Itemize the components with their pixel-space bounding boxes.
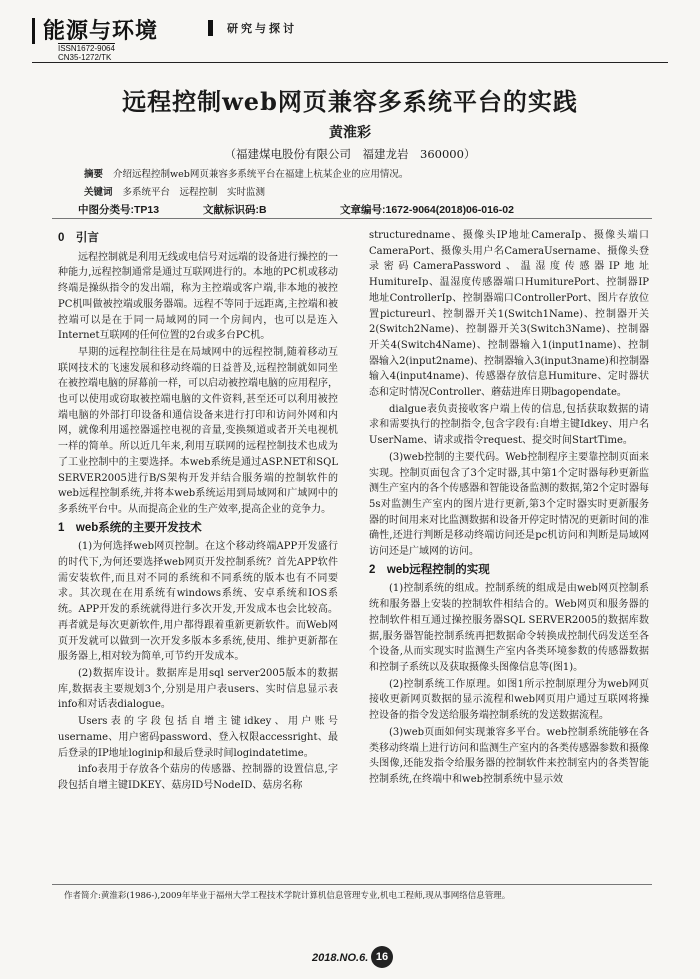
- issn-text: ISSN1672-9064: [58, 44, 115, 53]
- keywords-line: [84, 184, 644, 202]
- paragraph: Users表的字段包括自增主键idkey、用户账号username、用户密码password、登入权限accessright、最后登录的IP地址loginip和最后登录时间logindatetime。: [58, 716, 338, 759]
- right-column: [369, 228, 649, 789]
- paragraph: (3)web页面如何实现兼容多平台。web控制系统能够在各类移动终端上进行访问和监测生产室内的各类传感器参数和摄像头图像,还能发指令给服务器的控制软件来控制室内的各类智能控制系统,在终端中和web控制系统中显示效: [369, 726, 649, 785]
- paragraph: info表用于存放各个菇房的传感器、控制器的设置信息,字段包括自增主键IDKEY、菇房ID号NodeID、菇房名称: [58, 764, 338, 791]
- section-label: 研究与探讨: [208, 20, 297, 36]
- keywords-label: 关键词: [84, 187, 113, 198]
- journal-issn: [58, 44, 115, 62]
- paragraph: (1)为何选择web网页控制。在这个移动终端APP开发盛行的时代下,为何还要选择web网页开发控制系统？首先APP软件需安装软件,而且对不同的系统和不同系统的版本也有不同要求。其次现在在用系统有windows系统、安卓系统和IOS系统。APP开发的系统就得进行多次开发,开发成本也会比较高。再者就是每次更新软件,用户都得跟着重新更新软件。而Web网页开发就可以做到一次开发多版本多系统,使用、维护更新都在服务器上,相对较为简单,可节约开发成本。: [58, 541, 338, 663]
- left-column: [58, 228, 338, 795]
- paragraph: (3)web控制的主要代码。Web控制程序主要靠控制页面来实现。控制页面包含了3个定时器,其中第1个定时器每秒更新监测生产室内的各个传感器和智能设备监测的数据,第2个定时器每5s对监测生产室内的图片进行更新,第3个定时器实时更新服务器的时间用来对比监测数据和设备开停定时情况的更新时间的准确性,还进行判断是移动终端访问还是pc机访问和判断是局域网访问还是广域网的访问。: [369, 451, 649, 558]
- article-title: 远程控制web网页兼容多系统平台的实践: [122, 87, 578, 116]
- footnote-rule: [52, 884, 652, 885]
- abstract-block: [84, 166, 644, 202]
- section-heading-intro: 0 引言: [58, 232, 99, 244]
- paragraph: dialgue表负责接收客户端上传的信息,包括获取数据的请求和需要执行的控制指令,包含字段有:自增主键Idkey、用户名UserName、请求或指令request、提交时间StartTime。: [369, 403, 649, 447]
- document-code: 文献标识码:B: [203, 204, 267, 216]
- issue-label: 2018.NO.6.: [312, 952, 369, 964]
- abstract-line: [84, 166, 644, 184]
- page-number: 16: [371, 946, 393, 968]
- classification-number: 中图分类号:TP13: [78, 204, 160, 216]
- section-heading-implementation: 2 web远程控制的实现: [369, 563, 490, 576]
- journal-header: [32, 14, 672, 66]
- journal-logo: 能源与环境: [32, 14, 158, 45]
- keywords-text: 多系统平台 远程控制 实时监测: [122, 187, 266, 198]
- paragraph: 早期的远程控制往往是在局域网中的远程控制,随着移动互联网技术的飞速发展和移动终端的日益普及,远程控制就如同坐在被控端电脑的屏幕前一样，可以启动被控端电脑的应用程序，也可以使用或窃取被控端电脑的文件资料,甚至还可以利用被控端电脑的外部打印设备和通信设备来进行打印和访问外网和内网，就像利用遥控器遥控电视的音量,变换频道或者开关电视机一样的简单。所以近几年来,利用互联网的远程控制技术也成为了工业控制中的主要选择。本web系统是通过ASP.NET和SQL SERVER2005进行B/S架构开发并结合服务端的控制软件的web远程控制系统,并将本web系统运用到局域网和广域网中的多系统平台中。从而提高企业的生产效率,提高企业的竞争力。: [58, 346, 338, 515]
- header-rule: [32, 62, 668, 63]
- paragraph: structurednamе、摄像头IP地址CameraIp、摄像头端口CameraPort、摄像头用户名CameraUsername、摄像头登录密码CameraPassword、温湿度传感器IP地址HumitureIp、温湿度传感器端口HumiturePort、控制器IP地址ControllerIp、控制器端口ControllerPort、图片存放位置pictureurl、控制器开关1(Switch1Name)、控制器开关2(Switch2Name)、控制器开关3(Switch3Name)、控制器开关4(Switch4Name)、控制器输入1(input1name)、控制器输入2(input2name)、控制器输入3(input3name)和控制器输入4(input4name)、传感器存放信息Humiture、定时器状态和定时情况Controller、蘑菇进库日期bagopendate。: [369, 230, 649, 399]
- paragraph: (2)控制系统工作原理。如图1所示控制原理分为web网页接收更新网页数据的显示流程和web网页用户通过互联网将操控设备的指令发送给服务端控制系统的发送数据流程。: [369, 678, 649, 722]
- abstract-text: 介绍远程控制web网页兼容多系统平台在福建上杭某企业的应用情况。: [113, 169, 409, 180]
- meta-rule: [52, 218, 652, 219]
- article-number: 文章编号:1672-9064(2018)06-016-02: [340, 204, 514, 216]
- abstract-label: 摘要: [84, 169, 104, 180]
- paragraph: 远程控制就是利用无线或电信号对远端的设备进行操控的一种能力,远程控制通常是通过互联网进行的。本地的PC机或移动终端是操纵指令的发出端，称为主控端或客户端,非本地的被控PC机叫做被控端或服务器端。远程不等同于远距离,主控端和被控端可以是在于同一局域网的同一个房间内，也可以是连入Internet互联网的任何位置的2台或多台PC机。: [58, 251, 338, 342]
- article-author: 黄淮彩: [329, 125, 371, 141]
- paragraph: (2)数据库设计。数据库是用sql server2005版本的数据库,数据表主要规划3个,分别是用户表users、实时信息显示表info和对话表dialogue。: [58, 667, 338, 711]
- author-affiliation: （福建煤电股份有限公司 福建龙岩 360000）: [224, 147, 476, 161]
- section-heading-tech: 1 web系统的主要开发技术: [58, 521, 202, 534]
- cn-text: CN35-1272/TK: [58, 53, 112, 62]
- author-note: 作者简介:黄淮彩(1986-),2009年毕业于福州大学工程技术学院计算机信息管理专业,机电工程师,现从事网络信息管理。: [64, 891, 511, 901]
- paragraph: (1)控制系统的组成。控制系统的组成是由web网页控制系统和服务器上安装的控制软件相结合的。Web网页和服务器的控制软件相互通过操控服务器SQL SERVER2005的数据库数据,服务器智能控制系统再把数据命令转换成控制代码发送至各个设备,从而实现实时监测生产室内各类环境参数的传感器数据和控制子系统以及获取摄像头图像信息等(图1)。: [369, 583, 649, 673]
